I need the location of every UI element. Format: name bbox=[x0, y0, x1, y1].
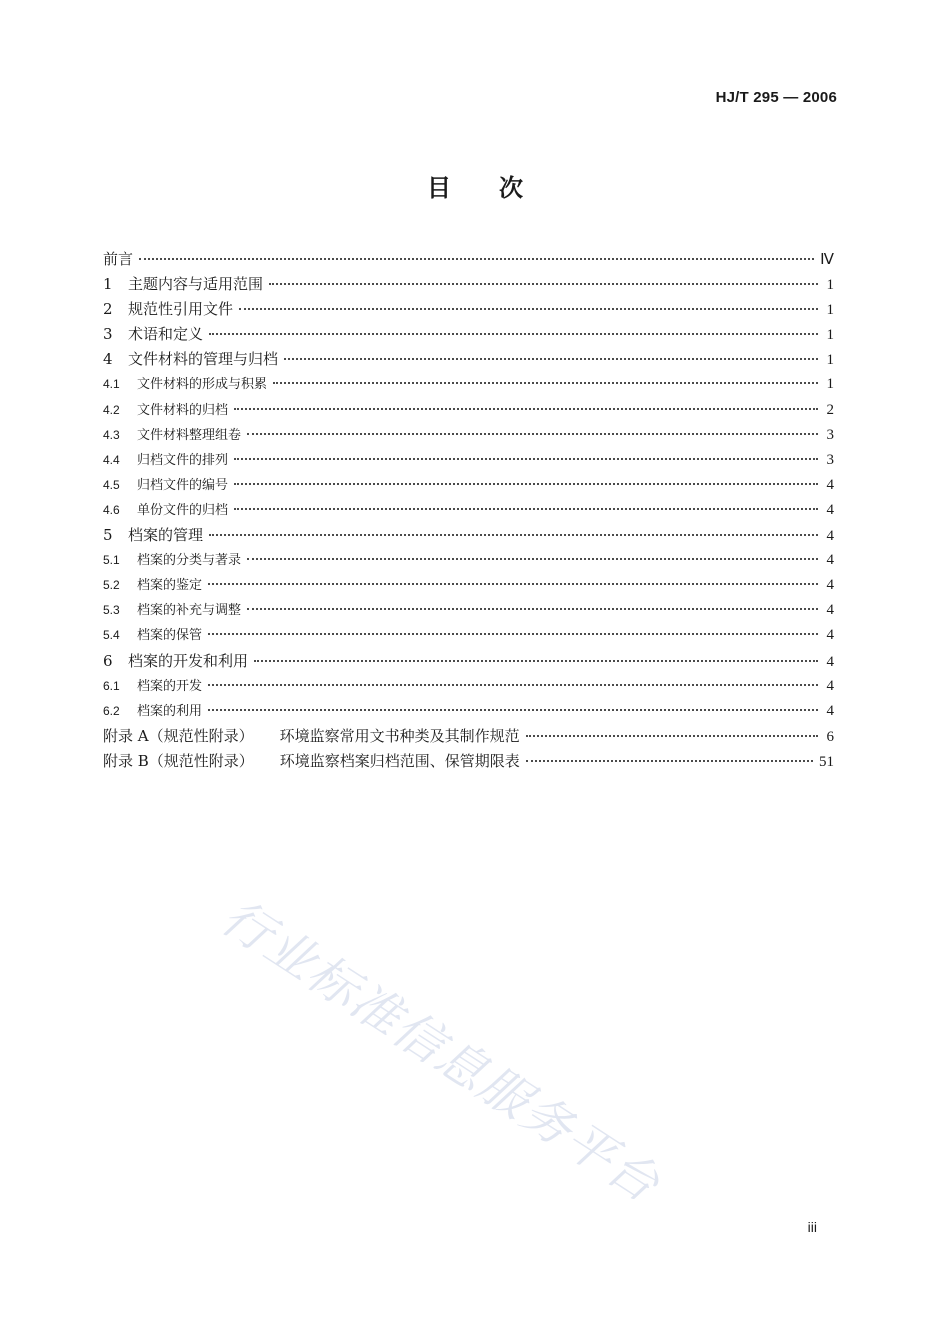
toc-entry-page: 4 bbox=[826, 653, 834, 670]
toc-leader-dots bbox=[247, 558, 818, 560]
toc-entry-page: 6 bbox=[826, 728, 834, 745]
toc-entry[interactable] bbox=[103, 297, 834, 322]
toc-entry-number: 5.3 bbox=[103, 603, 120, 618]
toc-entry-title: 档案的补充与调整 bbox=[137, 603, 242, 619]
toc-entry-number: 4.5 bbox=[103, 477, 120, 492]
toc-entry[interactable] bbox=[103, 347, 834, 372]
toc-entry[interactable] bbox=[103, 573, 834, 598]
toc-leader-dots bbox=[208, 633, 818, 635]
page-number: iii bbox=[807, 1219, 817, 1235]
toc-entry-title: 环境监察常用文书种类及其制作规范 bbox=[279, 726, 520, 745]
toc-entry-number: 附录 A（规范性附录） bbox=[103, 726, 254, 745]
toc-entry-title: 主题内容与适用范围 bbox=[128, 275, 264, 294]
toc-entry-page: 3 bbox=[826, 451, 834, 468]
toc-entry-number: 4.6 bbox=[103, 502, 120, 517]
toc-entry[interactable] bbox=[103, 674, 834, 699]
toc-entry[interactable] bbox=[103, 749, 834, 774]
toc-entry-page: 4 bbox=[826, 702, 834, 719]
title-char-1: 目 bbox=[427, 174, 451, 202]
toc-entry-number: 附录 B（规范性附录） bbox=[103, 751, 254, 770]
toc-entry-title: 归档文件的编号 bbox=[137, 477, 229, 493]
toc-entry-page: 3 bbox=[826, 426, 834, 443]
toc-entry-number: 4.4 bbox=[103, 452, 120, 467]
toc-entry-number: 2 bbox=[103, 300, 113, 319]
toc-leader-dots bbox=[234, 408, 818, 410]
toc-entry-number: 6.1 bbox=[103, 678, 120, 693]
toc-entry-title: 档案的开发和利用 bbox=[128, 651, 249, 670]
watermark: 行业标准信息服务平台 bbox=[211, 888, 671, 1214]
toc-entry-page: 1 bbox=[826, 352, 834, 369]
toc-leader-dots bbox=[209, 333, 818, 335]
toc-entry-title: 规范性引用文件 bbox=[128, 300, 234, 319]
toc-entry[interactable] bbox=[103, 473, 834, 498]
toc-leader-dots bbox=[526, 735, 818, 737]
toc-entry-title: 归档文件的排列 bbox=[137, 452, 229, 468]
toc-entry[interactable] bbox=[103, 548, 834, 573]
toc-entry-title: 档案的开发 bbox=[137, 678, 203, 694]
page-title bbox=[0, 168, 950, 203]
toc-leader-dots bbox=[208, 684, 818, 686]
toc-entry-title: 档案的管理 bbox=[128, 526, 204, 545]
toc-entry-number: 4 bbox=[103, 350, 113, 369]
toc-entry-title: 文件材料整理组卷 bbox=[137, 427, 242, 443]
toc-entry-title: 文件材料的管理与归档 bbox=[128, 350, 279, 369]
toc-leader-dots bbox=[273, 382, 818, 384]
standard-code: HJ/T 295 — 2006 bbox=[715, 89, 837, 106]
toc-entry-page: 1 bbox=[826, 277, 834, 294]
toc-entry-number: 5.4 bbox=[103, 628, 120, 643]
toc-leader-dots bbox=[234, 458, 818, 460]
toc-entry[interactable] bbox=[103, 372, 834, 397]
toc-entry-number: 5 bbox=[103, 526, 113, 545]
toc-leader-dots bbox=[247, 433, 818, 435]
toc-leader-dots bbox=[208, 709, 818, 711]
title-char-2: 次 bbox=[499, 174, 523, 202]
toc-entry[interactable] bbox=[103, 322, 834, 347]
toc-entry-page: 4 bbox=[826, 627, 834, 644]
toc-entry-page: 4 bbox=[826, 577, 834, 594]
toc-entry[interactable] bbox=[103, 623, 834, 648]
toc-entry[interactable] bbox=[103, 498, 834, 523]
toc-entry-title: 前言 bbox=[103, 250, 134, 268]
toc-entry-page: 1 bbox=[826, 327, 834, 344]
toc-entry-page: 4 bbox=[826, 501, 834, 518]
toc-entry-title: 档案的利用 bbox=[137, 703, 203, 719]
toc-entry[interactable] bbox=[103, 724, 834, 749]
toc-entry[interactable] bbox=[103, 398, 834, 423]
toc-entry-number: 6.2 bbox=[103, 703, 120, 718]
toc-entry-number: 5.2 bbox=[103, 578, 120, 593]
toc-entry-page: 4 bbox=[826, 476, 834, 493]
toc-entry-title: 环境监察档案归档范围、保管期限表 bbox=[279, 751, 520, 770]
toc-entry[interactable] bbox=[103, 598, 834, 623]
toc-entry-title: 术语和定义 bbox=[128, 325, 204, 344]
toc-entry-page: Ⅳ bbox=[820, 252, 834, 268]
toc-leader-dots bbox=[269, 283, 818, 285]
toc-entry-number: 3 bbox=[103, 325, 113, 344]
toc-entry-title: 单份文件的归档 bbox=[137, 502, 229, 518]
toc-entry-page: 1 bbox=[826, 302, 834, 319]
toc-entry-number: 4.3 bbox=[103, 427, 120, 442]
toc-entry-page: 4 bbox=[826, 602, 834, 619]
toc-entry-number: 4.2 bbox=[103, 402, 120, 417]
toc-leader-dots bbox=[208, 583, 818, 585]
toc-entry[interactable] bbox=[103, 523, 834, 548]
toc-entry-page: 4 bbox=[826, 528, 834, 545]
toc-entry-page: 2 bbox=[826, 401, 834, 418]
toc-entry-title: 档案的鉴定 bbox=[137, 578, 203, 594]
toc-entry[interactable] bbox=[103, 649, 834, 674]
toc-entry-title: 档案的分类与著录 bbox=[137, 553, 242, 569]
toc-entry[interactable] bbox=[103, 699, 834, 724]
toc-entry-page: 4 bbox=[826, 552, 834, 569]
toc-leader-dots bbox=[239, 308, 818, 310]
toc-entry-number: 1 bbox=[103, 275, 113, 294]
toc-leader-dots bbox=[247, 608, 818, 610]
toc-leader-dots bbox=[139, 258, 814, 260]
toc-entry-page: 51 bbox=[819, 753, 834, 770]
toc-leader-dots bbox=[254, 660, 818, 662]
toc-entry-number: 6 bbox=[103, 651, 113, 670]
toc-entry-number: 4.1 bbox=[103, 377, 120, 392]
toc-leader-dots bbox=[526, 760, 813, 762]
toc-entry[interactable] bbox=[103, 272, 834, 297]
toc-entry-number: 5.1 bbox=[103, 553, 120, 568]
toc-entry[interactable] bbox=[103, 423, 834, 448]
toc-entry[interactable] bbox=[103, 247, 834, 272]
toc-leader-dots bbox=[234, 508, 818, 510]
toc-entry[interactable] bbox=[103, 448, 834, 473]
toc-entry-page: 4 bbox=[826, 677, 834, 694]
toc-entry-title: 档案的保管 bbox=[137, 628, 203, 644]
toc-leader-dots bbox=[209, 534, 818, 536]
toc-leader-dots bbox=[234, 483, 818, 485]
table-of-contents bbox=[103, 247, 834, 774]
toc-entry-page: 1 bbox=[826, 376, 834, 393]
toc-leader-dots bbox=[284, 358, 818, 360]
toc-entry-title: 文件材料的归档 bbox=[137, 402, 229, 418]
toc-entry-title: 文件材料的形成与积累 bbox=[137, 377, 268, 393]
